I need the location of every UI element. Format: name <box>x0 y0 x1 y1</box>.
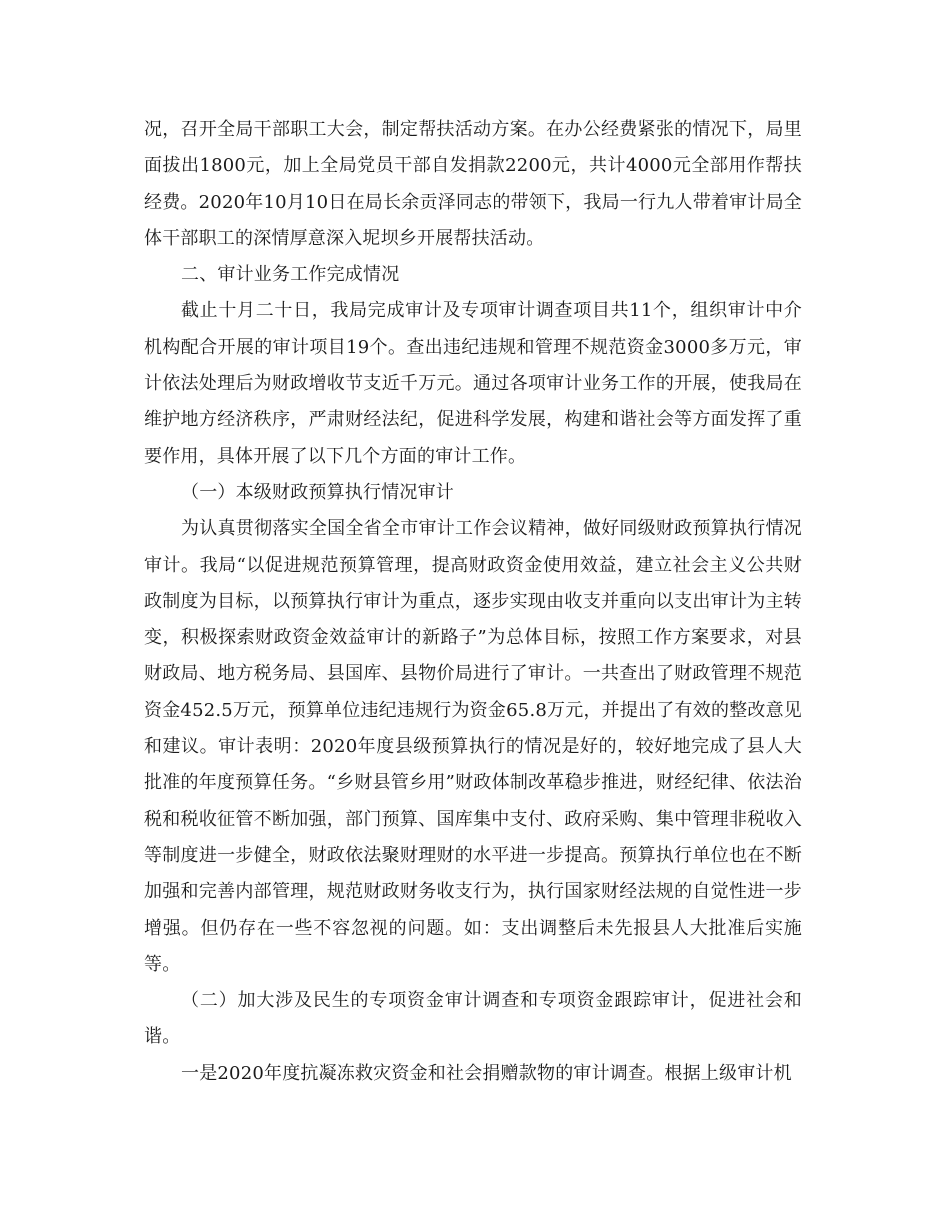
document-body <box>144 112 802 1092</box>
subsection-heading-special-funds: （二）加大涉及民生的专项资金审计调查和专项资金跟踪审计，促进社会和谐。 <box>144 990 802 1048</box>
paragraph-budget-audit: 为认真贯彻落实全国全省全市审计工作会议精神，做好同级财政预算执行情况审计。我局“以促进规范预算管理，提高财政资金使用效益，建立社会主义公共财政制度为目标，以预算执行审计为重点，逐步实现由收支并重向以支出审计为主转变，积极探索财政资金效益审计的新路子”为总体目标，按照工作方案要求，对县财政局、地方税务局、县国库、县物价局进行了审计。一共查出了财政管理不规范资金452.5万元，预算单位违纪违规行为资金65.8万元，并提出了有效的整改意见和建议。审计表明：2020年度县级预算执行的情况是好的，较好地完成了县人大批准的年度预算任务。“乡财县管乡用”财政体制改革稳步推进，财经纪律、依法治税和税收征管不断加强，部门预算、国库集中支付、政府采购、集中管理非税收入等制度进一步健全，财政依法聚财理财的水平进一步提高。预算执行单位也在不断加强和完善内部管理，规范财政财务收支行为，执行国家财经法规的自觉性进一步增强。但仍存在一些不容忽视的问题。如：支出调整后未先报县人大批准后实施等。 <box>144 518 802 975</box>
paragraph-disaster-relief: 一是2020年度抗凝冻救灾资金和社会捐赠款物的审计调查。根据上级审计机 <box>181 1062 792 1084</box>
paragraph-audit-summary: 截止十月二十日，我局完成审计及专项审计调查项目共11个，组织审计中介机构配合开展的审计项目19个。查出违纪违规和管理不规范资金3000多万元，审计依法处理后为财政增收节支近千万元。通过各项审计业务工作的开展，使我局在维护地方经济秩序，严肃财经法纪，促进科学发展，构建和谐社会等方面发挥了重要作用，具体开展了以下几个方面的审计工作。 <box>144 300 802 467</box>
section-heading-audit-work: 二、审计业务工作完成情况 <box>181 264 400 286</box>
paragraph-helping-activity: 况，召开全局干部职工大会，制定帮扶活动方案。在办公经费紧张的情况下，局里面拔出1800元，加上全局党员干部自发捐款2200元，共计4000元全部用作帮扶经费。2020年10月10日在局长余贡泽同志的带领下，我局一行九人带着审计局全体干部职工的深情厚意深入坭坝乡开展帮扶活动。 <box>144 119 802 249</box>
subsection-heading-budget-audit: （一）本级财政预算执行情况审计 <box>181 481 454 503</box>
